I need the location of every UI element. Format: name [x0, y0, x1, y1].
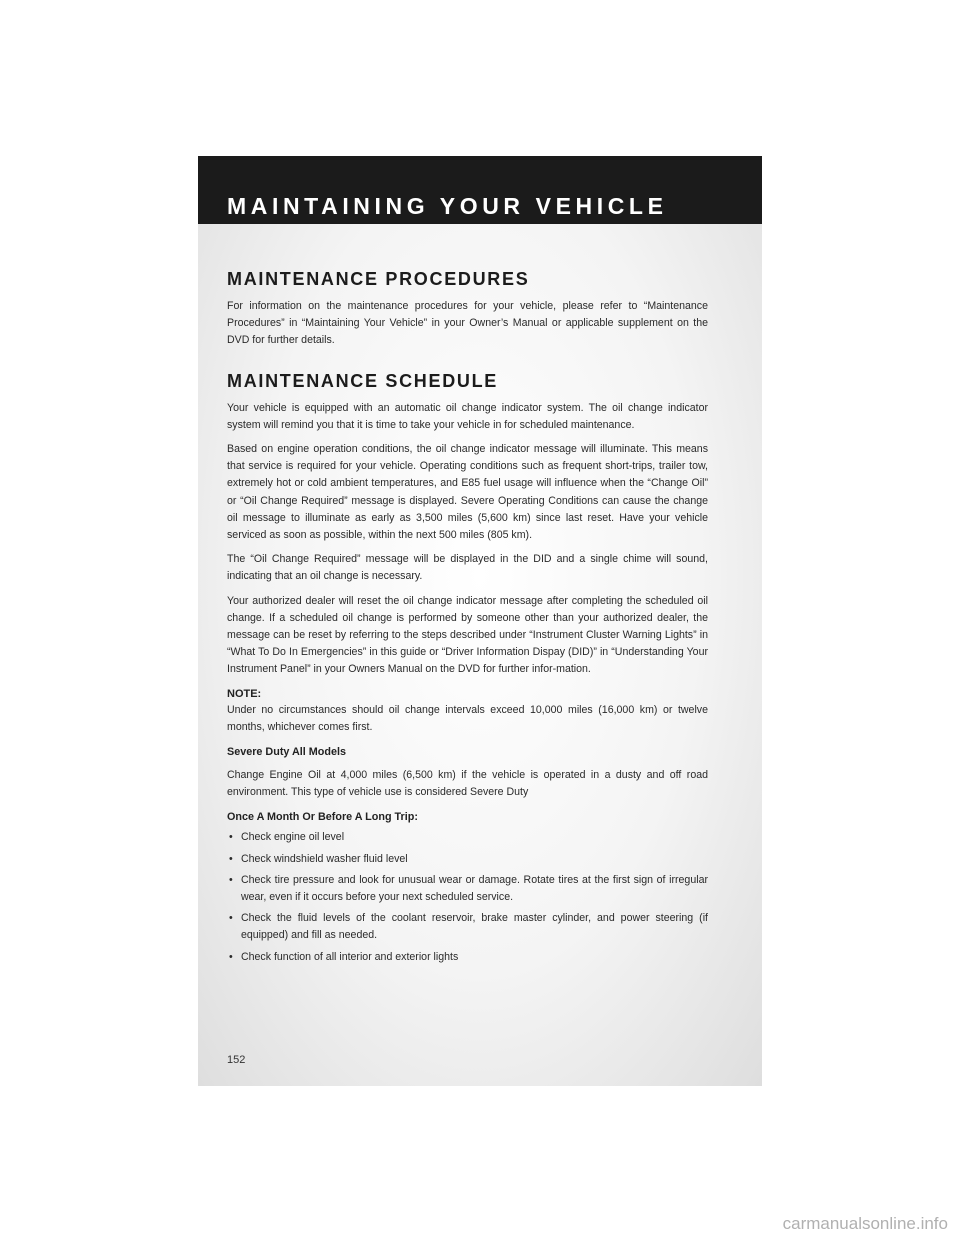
- schedule-paragraph-2: Based on engine operation conditions, the oil change indicator message will illuminate. This means that service is required for your vehicle. Operating conditions such as frequent short-trips, trailer tow, extremely hot or cold ambient temperatures, and E85 fuel usage will influence when the “Change Oil” or “Oil Change Required” message is displayed. Severe Operating Conditions can cause the change oil message to illuminate as early as 3,500 miles (5,600 km) since last reset. Have your vehicle serviced as soon as possible, within the next 500 miles (805 km).: [227, 443, 708, 542]
- list-item: [227, 829, 708, 846]
- schedule-paragraph-4: Your authorized dealer will reset the oil change indicator message after completing the scheduled oil change. If a scheduled oil change is performed by someone other than your authorized dealer, the message can be reset by referring to the steps described under “Instrument Cluster Warning Lights” in “What To Do In Emergencies” in this guide or “Driver Information Dispay (DID)” in “Understanding Your Instrument Panel” in your Owners Manual on the DVD for further infor-mation.: [227, 594, 708, 676]
- note-label: NOTE:: [227, 687, 262, 700]
- list-item-text: Check engine oil level: [241, 831, 345, 844]
- monthly-check-list: [227, 829, 708, 965]
- list-item-text: Check windshield washer fluid level: [241, 852, 408, 865]
- list-item: [227, 872, 708, 906]
- schedule-heading: MAINTENANCE SCHEDULE: [227, 370, 499, 391]
- schedule-paragraph-3: The “Oil Change Required” message will be displayed in the DID and a single chime will sound, indicating that an oil change is necessary.: [227, 553, 708, 583]
- header-band: [198, 156, 762, 224]
- bullet-icon: •: [229, 912, 233, 925]
- monthly-check-heading: Once A Month Or Before A Long Trip:: [227, 811, 418, 824]
- page-number: 152: [227, 1054, 246, 1066]
- list-item: [227, 949, 708, 966]
- bullet-icon: •: [229, 873, 233, 886]
- list-item-text: Check tire pressure and look for unusual wear or damage. Rotate tires at the first sign of irregular wear, even if it occurs before your next scheduled service.: [241, 873, 708, 904]
- page-content: [227, 268, 708, 966]
- bullet-icon: •: [229, 852, 233, 865]
- list-item-text: Check the fluid levels of the coolant reservoir, brake master cylinder, and power steering (if equipped) and fill as needed.: [241, 912, 708, 942]
- section-header-title: MAINTAINING YOUR VEHICLE: [227, 193, 668, 219]
- list-item-text: Check function of all interior and exterior lights: [241, 950, 459, 963]
- severe-duty-text: Change Engine Oil at 4,000 miles (6,500 km) if the vehicle is operated in a dusty and off road environment. This type of vehicle use is considered Severe Duty: [227, 769, 708, 799]
- note-text: Under no circumstances should oil change intervals exceed 10,000 miles (16,000 km) or twelve months, whichever comes first.: [227, 703, 708, 733]
- procedures-heading: MAINTENANCE PROCEDURES: [227, 269, 530, 289]
- schedule-paragraph-1: Your vehicle is equipped with an automatic oil change indicator system. The oil change indicator system will remind you that it is time to take your vehicle in for scheduled maintenance.: [227, 401, 708, 431]
- bullet-icon: •: [229, 831, 233, 844]
- procedures-paragraph: For information on the maintenance procedures for your vehicle, please refer to “Maintenance Procedures” in “Maintaining Your Vehicle” in your Owner’s Manual or applicable supplement on the DVD for further details.: [227, 300, 708, 347]
- watermark-logo: carmanualsonline.info: [782, 1214, 948, 1233]
- bullet-icon: •: [229, 950, 233, 963]
- manual-page: [198, 156, 762, 1086]
- list-item: [227, 851, 708, 868]
- severe-duty-heading: Severe Duty All Models: [227, 746, 347, 759]
- list-item: [227, 910, 708, 944]
